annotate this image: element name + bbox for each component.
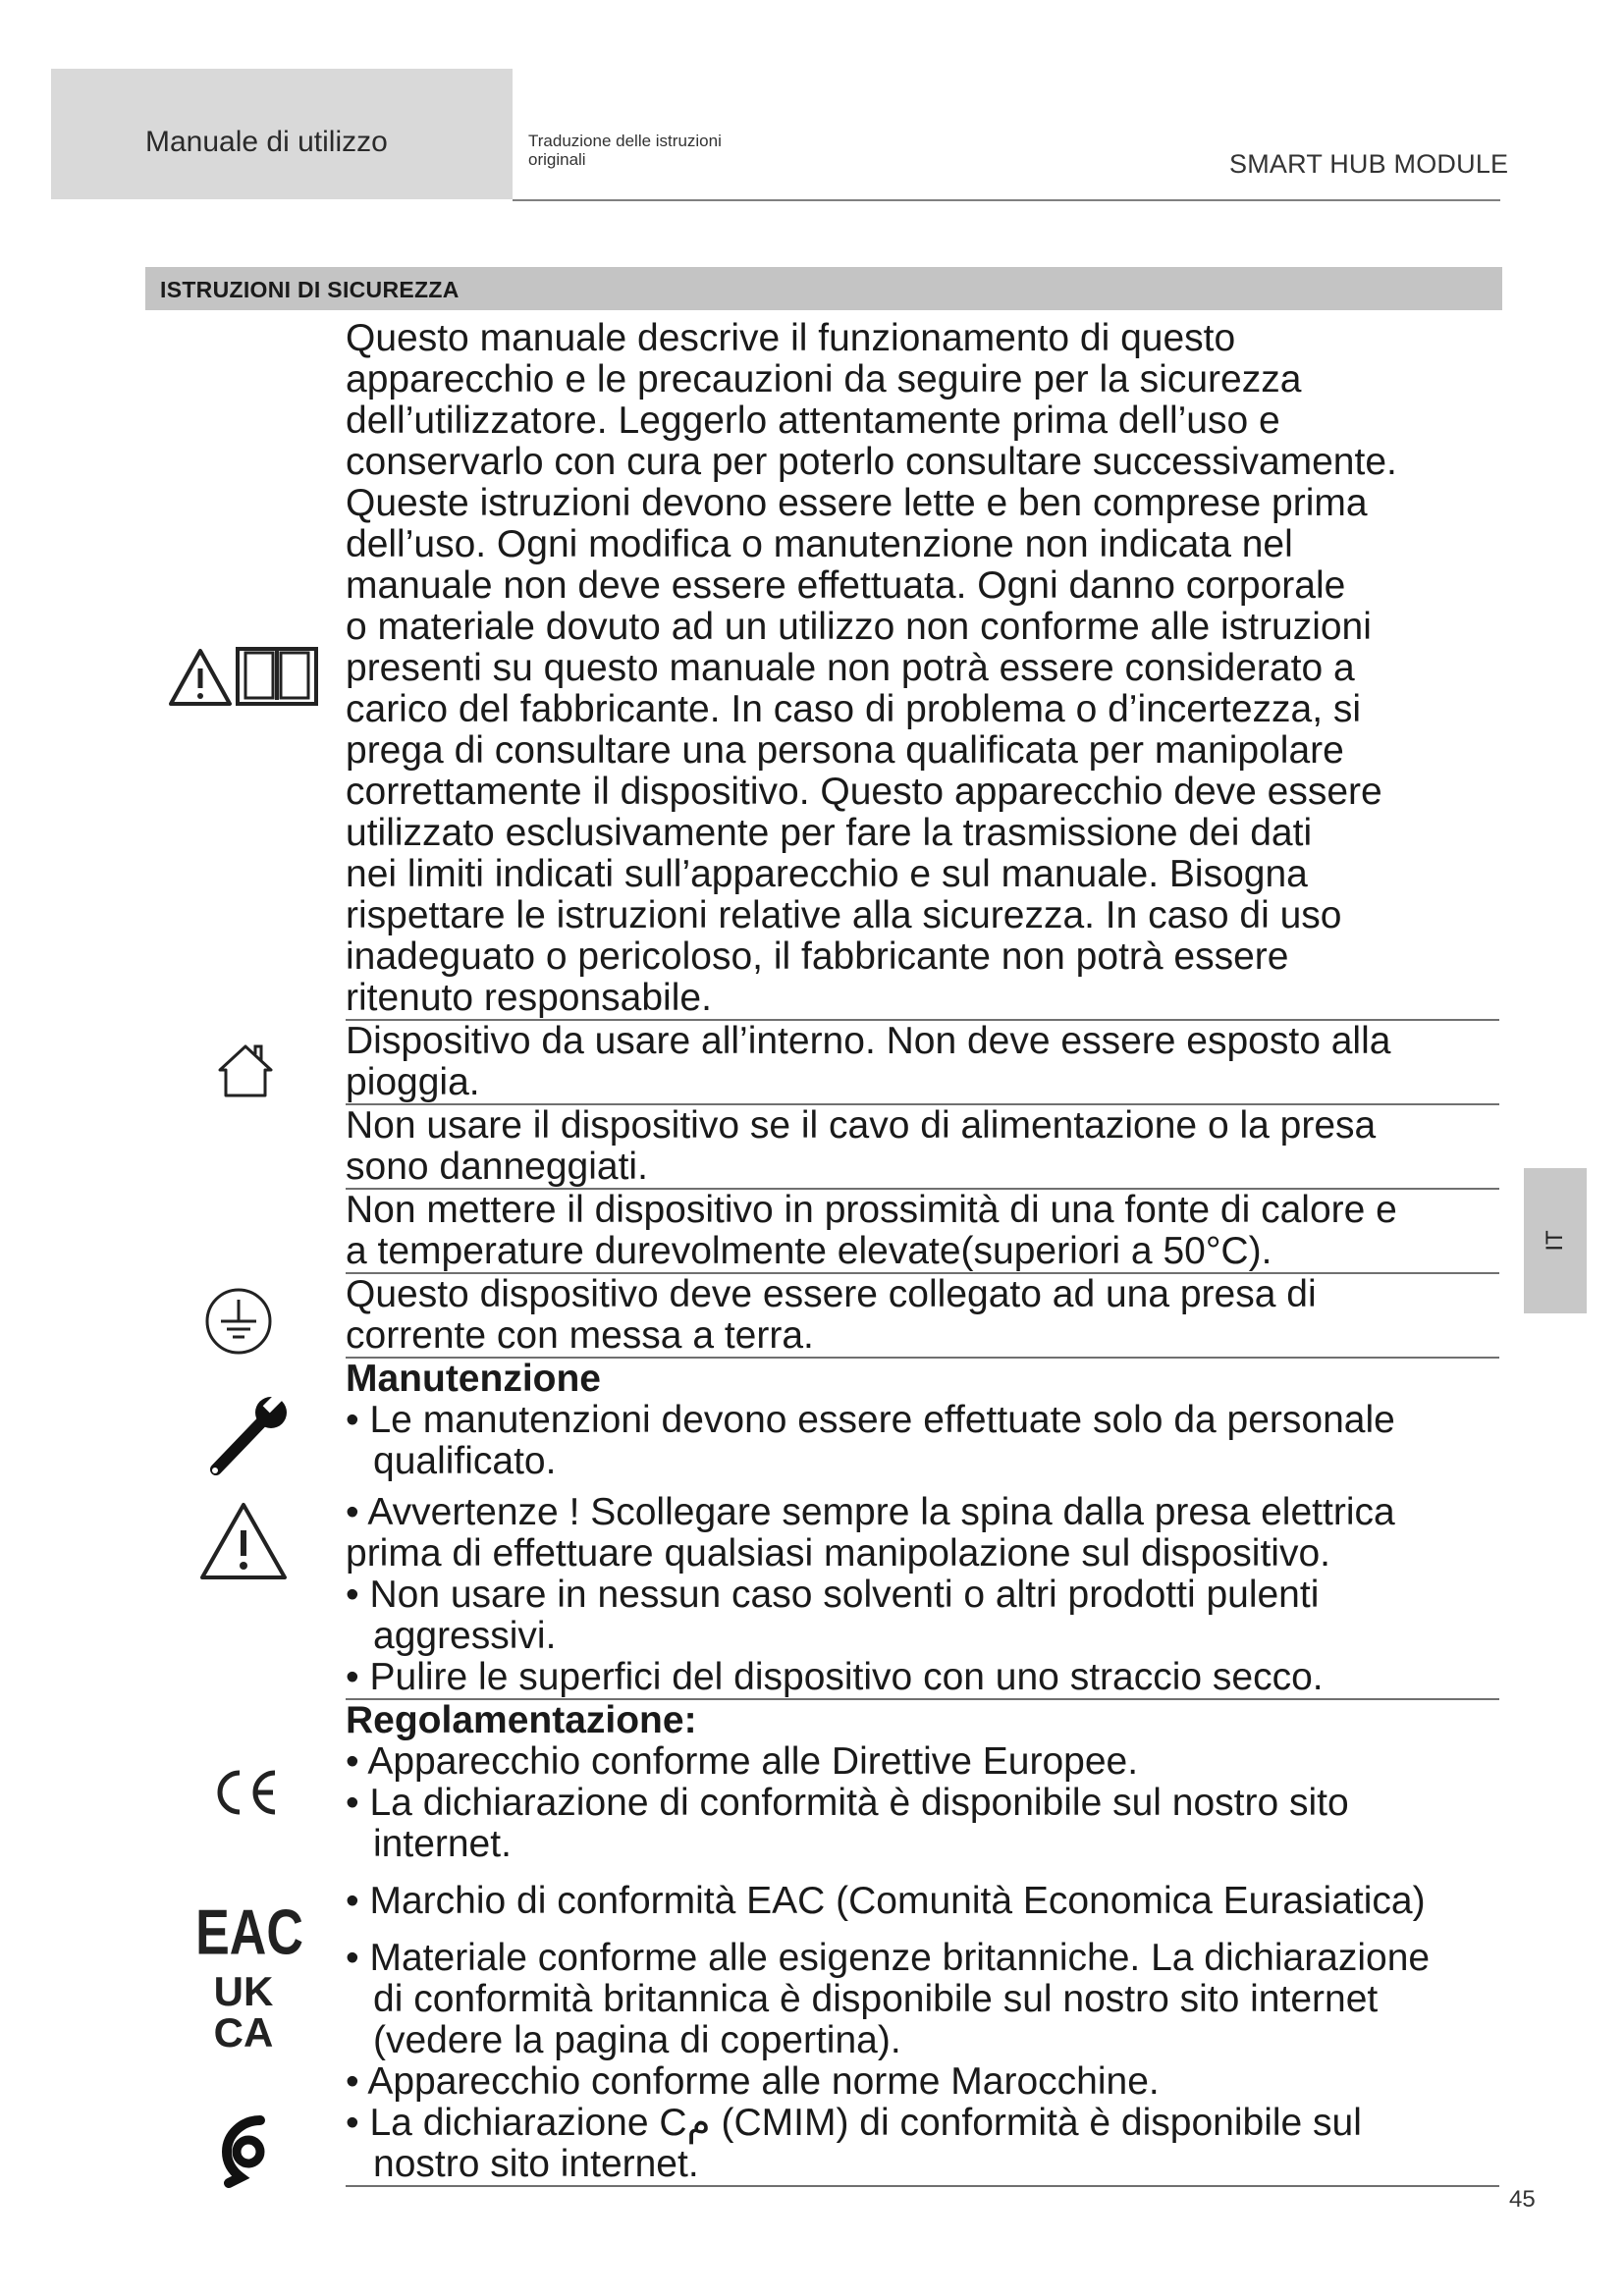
maintenance-title: Manutenzione bbox=[346, 1358, 601, 1400]
bullet-line: nostro sito internet. bbox=[373, 2143, 699, 2185]
eac-mark-text: EAC bbox=[195, 1897, 303, 1968]
earth-ground-icon bbox=[203, 1286, 274, 1357]
intro-block bbox=[346, 318, 1499, 1021]
bullet-line: qualificato. bbox=[373, 1440, 557, 1482]
wrench-icon bbox=[196, 1389, 295, 1487]
ukca-mark-icon bbox=[204, 1968, 283, 2056]
section-title: ISTRUZIONI DI SICUREZZA bbox=[160, 277, 460, 302]
text-line: Non usare il dispositivo se il cavo di alimentazione o la presa bbox=[346, 1104, 1377, 1147]
warning-read-manual-icon bbox=[167, 643, 322, 708]
language-code: IT bbox=[1542, 1230, 1568, 1252]
text-line: sono danneggiati. bbox=[346, 1146, 648, 1188]
indoor-block bbox=[346, 1021, 1499, 1105]
bullet-line: • La dichiarazione Cم (CMIM) di conformità è disponibile sul bbox=[346, 2102, 1362, 2144]
safety-content bbox=[346, 318, 1524, 2187]
text-line: inadeguato o pericoloso, il fabbricante non potrà essere bbox=[346, 935, 1289, 978]
text-line: presenti su questo manuale non potrà essere considerato a bbox=[346, 647, 1355, 689]
manual-title: Manuale di utilizzo bbox=[145, 126, 388, 158]
text-line: utilizzato esclusivamente per fare la trasmissione dei dati bbox=[346, 812, 1313, 854]
bullet-line: • Marchio di conformità EAC (Comunità Economica Eurasiatica) bbox=[346, 1880, 1426, 1922]
text-line: carico del fabbricante. In caso di problema o d’incertezza, si bbox=[346, 688, 1362, 730]
text-line: nei limiti indicati sull’apparecchio e sul manuale. Bisogna bbox=[346, 853, 1308, 895]
text-line: ritenuto responsabile. bbox=[346, 977, 712, 1019]
header-divider bbox=[513, 199, 1500, 201]
text-line: o materiale dovuto ad un utilizzo non conforme alle istruzioni bbox=[346, 606, 1372, 648]
text-line: dell’uso. Ogni modifica o manutenzione non indicata nel bbox=[346, 523, 1293, 565]
maintenance-block bbox=[346, 1359, 1499, 1700]
bullet-line: (vedere la pagina di copertina). bbox=[373, 2019, 901, 2061]
cable-block bbox=[346, 1105, 1499, 1190]
text-line: prega di consultare una persona qualificata per manipolare bbox=[346, 729, 1344, 772]
heat-block bbox=[346, 1190, 1499, 1274]
text-line: pioggia. bbox=[346, 1061, 480, 1103]
bullet-line: aggressivi. bbox=[373, 1615, 557, 1657]
bullet-line: • Materiale conforme alle esigenze britanniche. La dichiarazione bbox=[346, 1937, 1431, 1979]
regulation-title: Regolamentazione: bbox=[346, 1699, 697, 1741]
bullet-line: • Apparecchio conforme alle Direttive Europee. bbox=[346, 1740, 1139, 1783]
text-line: Questo dispositivo deve essere collegato ad una presa di bbox=[346, 1273, 1317, 1315]
ukca-mark-ca: CA bbox=[213, 2009, 274, 2056]
text-line: dell’utilizzatore. Leggerlo attentamente prima dell’uso e bbox=[346, 400, 1280, 442]
warning-icon bbox=[196, 1497, 291, 1583]
bullet-line: prima di effettuare qualsiasi manipolazione sul dispositivo. bbox=[346, 1532, 1330, 1575]
bullet-line: • Le manutenzioni devono essere effettuate solo da personale bbox=[346, 1399, 1395, 1441]
earth-block bbox=[346, 1274, 1499, 1359]
ukca-mark-uk: UK bbox=[213, 1968, 274, 2014]
bullet-line: • Avvertenze ! Scollegare sempre la spina dalla presa elettrica bbox=[346, 1491, 1395, 1533]
bullet-line: internet. bbox=[373, 1823, 512, 1865]
bullet-line: • La dichiarazione di conformità è disponibile sul nostro sito bbox=[346, 1782, 1349, 1824]
bullet-line: di conformità britannica è disponibile sul nostro sito internet bbox=[373, 1978, 1379, 2020]
text-line: Questo manuale descrive il funzionamento di questo bbox=[346, 317, 1236, 359]
bullet-line: • Apparecchio conforme alle norme Marocchine. bbox=[346, 2060, 1160, 2103]
home-indoor-icon bbox=[214, 1041, 277, 1099]
product-name: SMART HUB MODULE bbox=[1229, 149, 1509, 179]
text-line: Non mettere il dispositivo in prossimità di una fonte di calore e bbox=[346, 1189, 1397, 1231]
text-line: a temperature durevolmente elevate(superiori a 50°C). bbox=[346, 1230, 1272, 1272]
bullet-line: • Non usare in nessun caso solventi o altri prodotti pulenti bbox=[346, 1574, 1320, 1616]
text-line: Dispositivo da usare all’interno. Non deve essere esposto alla bbox=[346, 1020, 1391, 1062]
page-number: 45 bbox=[1509, 2186, 1536, 2213]
text-line: manuale non deve essere effettuata. Ogni danno corporale bbox=[346, 564, 1346, 607]
regulation-block bbox=[346, 1700, 1499, 2187]
text-line: conservarlo con cura per poterlo consultare successivamente. bbox=[346, 441, 1397, 483]
header-title-box bbox=[51, 69, 513, 199]
ce-mark-icon bbox=[208, 1767, 283, 1818]
text-line: apparecchio e le precauzioni da seguire per la sicurezza bbox=[346, 358, 1302, 400]
section-header bbox=[145, 267, 1502, 310]
text-line: rispettare le istruzioni relative alla sicurezza. In caso di uso bbox=[346, 894, 1342, 936]
text-line: correttamente il dispositivo. Questo apparecchio deve essere bbox=[346, 771, 1382, 813]
bullet-line: • Pulire le superfici del dispositivo con uno straccio secco. bbox=[346, 1656, 1324, 1698]
language-tab bbox=[1524, 1168, 1587, 1313]
text-line: Queste istruzioni devono essere lette e ben comprese prima bbox=[346, 482, 1368, 524]
eac-mark-icon bbox=[195, 1897, 303, 1968]
cmim-mark-icon bbox=[211, 2112, 280, 2187]
text-line: corrente con messa a terra. bbox=[346, 1314, 814, 1357]
header-subtitle: Traduzione delle istruzioni originali bbox=[528, 132, 722, 169]
